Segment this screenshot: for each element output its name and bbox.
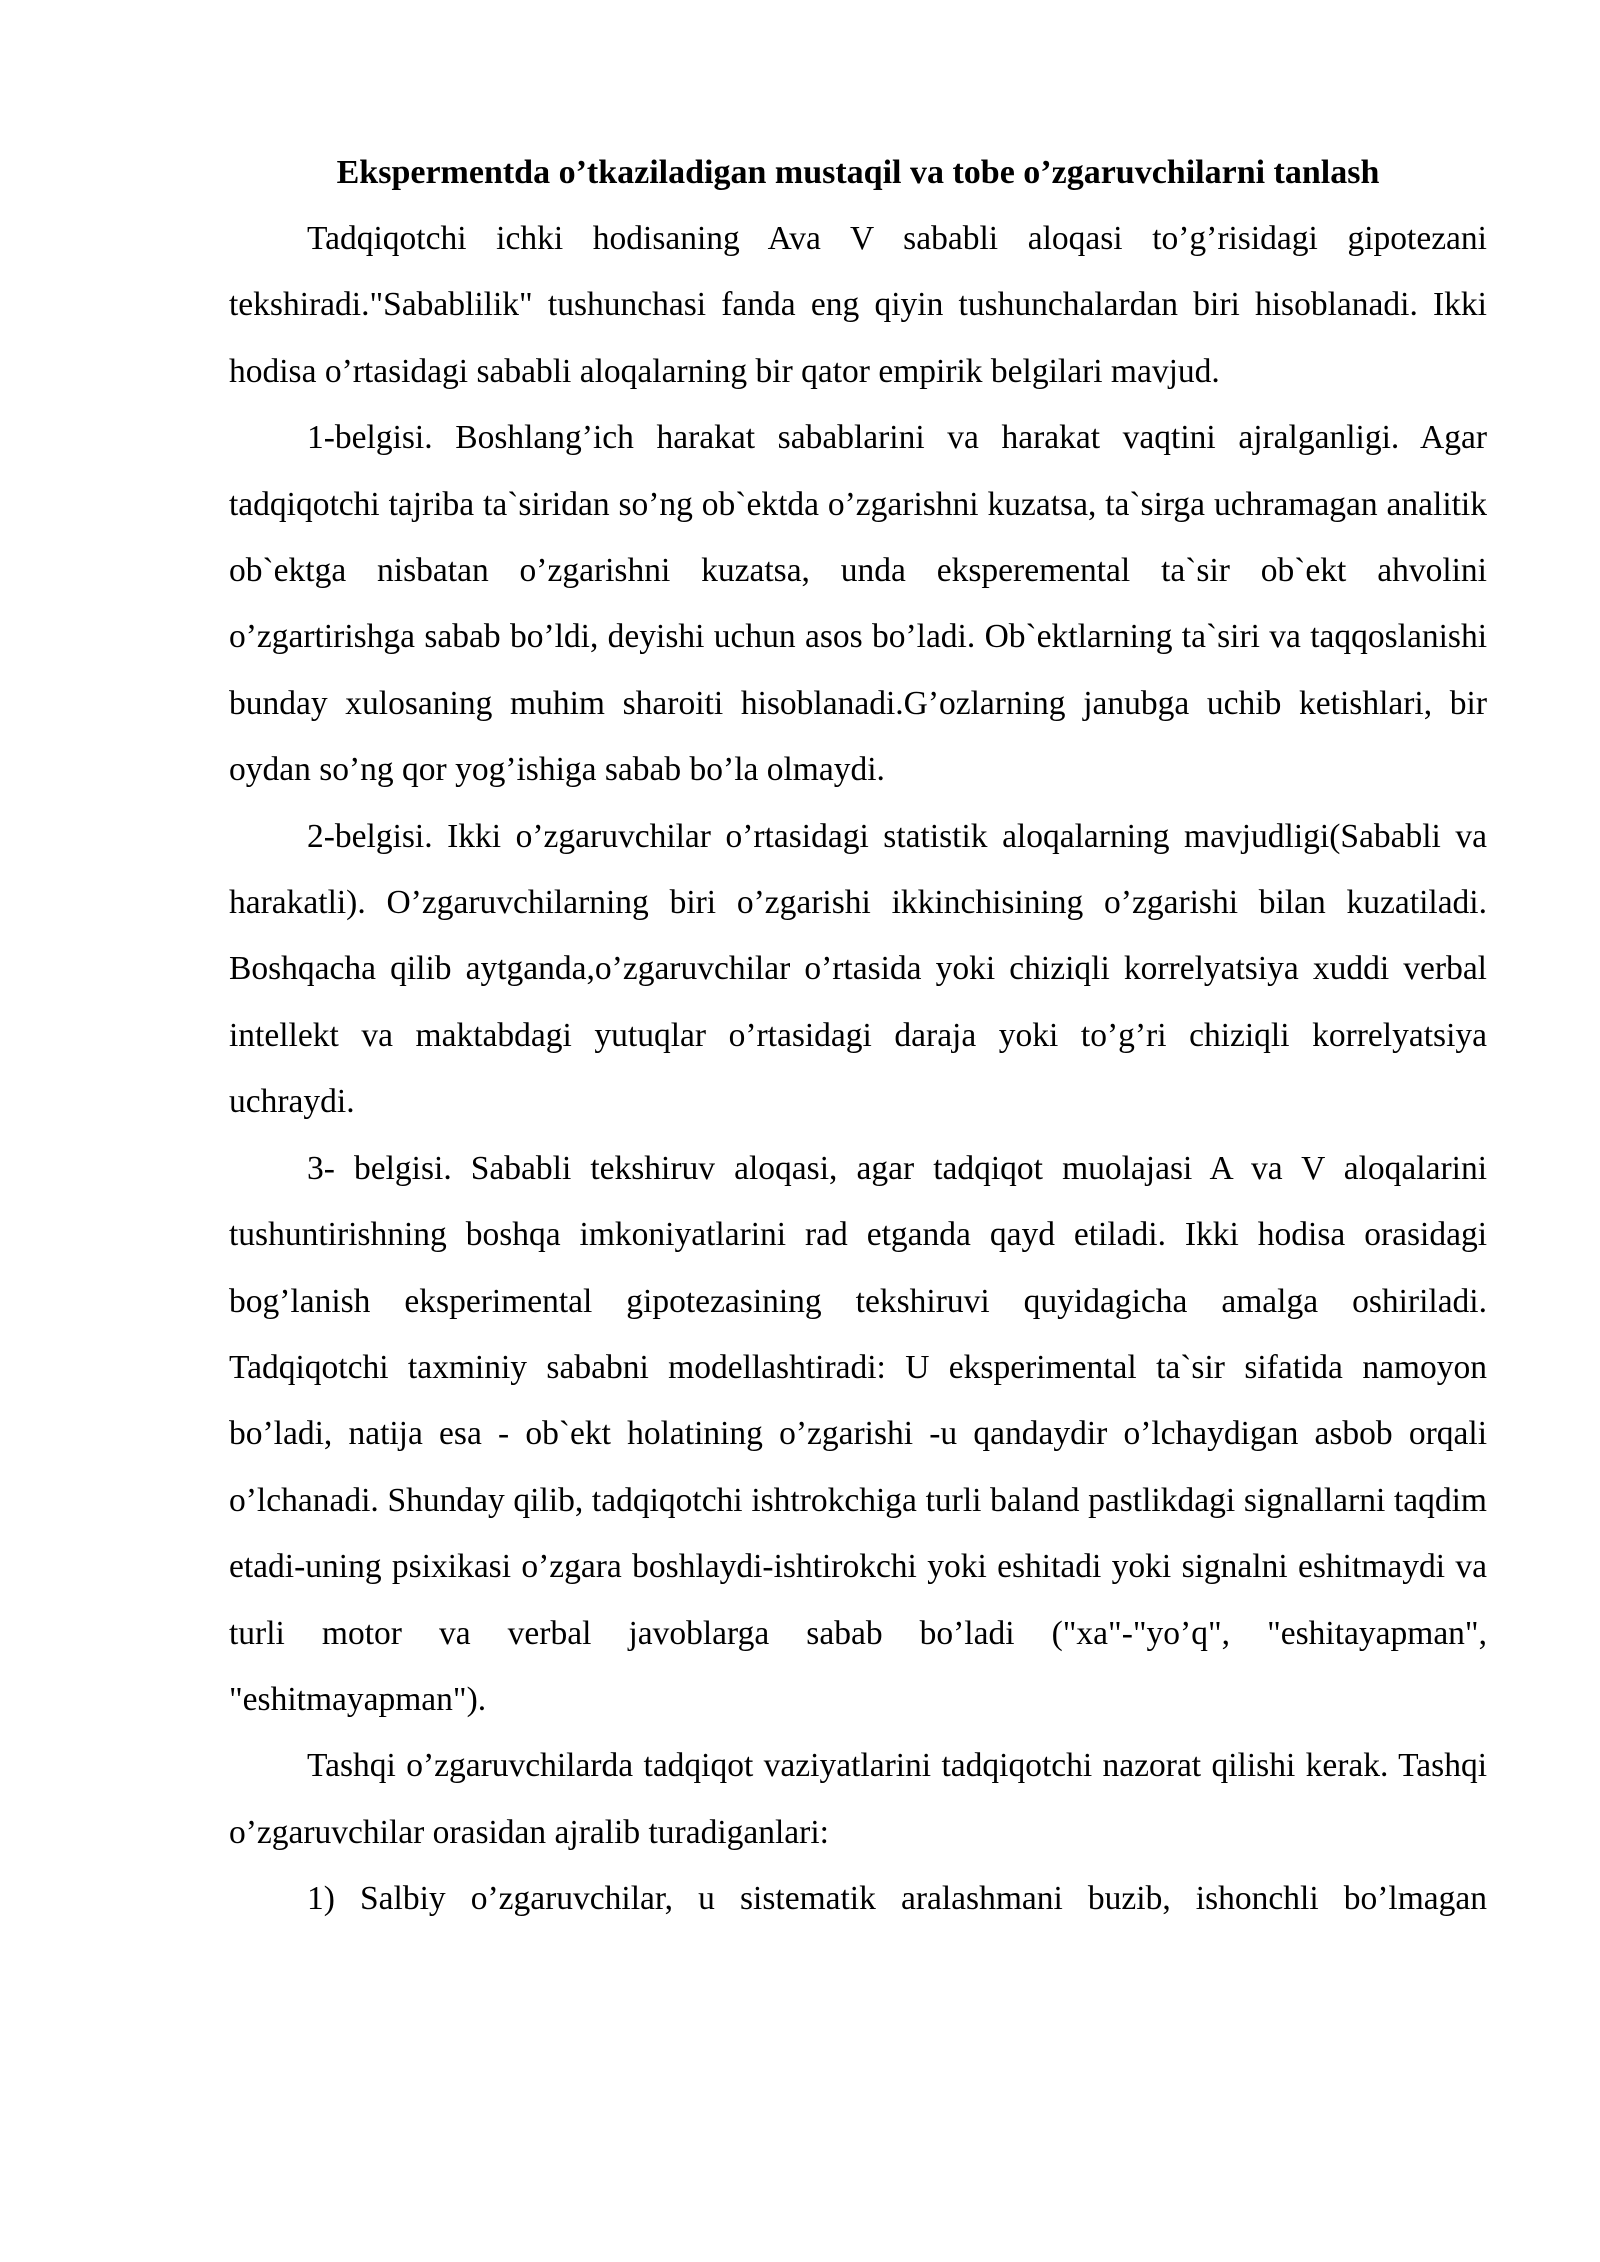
document-body (229, 140, 1487, 1933)
paragraph-sign-1: 1-belgisi. Boshlang’ich harakat sabablarini va harakat vaqtini ajralganligi. Agar tadqiqotchi tajriba ta`siridan so’ng ob`ektda o’zgarishni kuzatsa, ta`sirga uchramagan analitik ob`ektga nisbatan o’zgarishni kuzatsa, unda eksperemental ta`sir ob`ekt ahvolini o’zgartirishga sabab bo’ldi, deyishi uchun asos bo’ladi. Ob`ektlarning ta`siri va taqqoslanishi bunday xulosaning muhim sharoiti hisoblanadi.G’ozlarning janubga uchib ketishlari, bir oydan so’ng qor yog’ishiga sabab bo’la olmaydi. (229, 419, 1487, 789)
paragraph-external-variables: Tashqi o’zgaruvchilarda tadqiqot vaziyatlarini tadqiqotchi nazorat qilishi kerak. Tashqi o’zgaruvchilar orasidan ajralib turadiganlari: (229, 1747, 1487, 1851)
paragraph-negative-variables: 1) Salbiy o’zgaruvchilar, u sistematik aralashmani buzib, ishonchli bo’lmagan (307, 1880, 1487, 1918)
paragraph-sign-2: 2-belgisi. Ikki o’zgaruvchilar o’rtasidagi statistik aloqalarning mavjudligi(Sababli va harakatli). O’zgaruvchilarning biri o’zgarishi ikkinchisining o’zgarishi bilan kuzatiladi. Boshqacha qilib aytganda,o’zgaruvchilar o’rtasida yoki chiziqli korrelyatsiya xuddi verbal intellekt va maktabdagi yutuqlar o’rtasidagi daraja yoki to’g’ri chiziqli korrelyatsiya uchraydi. (229, 817, 1487, 1121)
paragraph-intro: Tadqiqotchi ichki hodisaning Ava V sababli aloqasi to’g’risidagi gipotezani tekshiradi."Sabablilik" tushunchasi fanda eng qiyin tushunchalardan biri hisoblanadi. Ikki hodisa o’rtasidagi sababli aloqalarning bir qator empirik belgilari mavjud. (229, 220, 1487, 390)
document-title: Ekspermentda o’tkaziladigan mustaqil va tobe o’zgaruvchilarni tanlash (336, 154, 1380, 191)
paragraph-sign-3: 3- belgisi. Sababli tekshiruv aloqasi, agar tadqiqot muolajasi A va V aloqalarini tushuntirishning boshqa imkoniyatlarini rad etganda qayd etiladi. Ikki hodisa orasidagi bog’lanish eksperimental gipotezasining tekshiruvi quyidagicha amalga oshiriladi. Tadqiqotchi taxminiy sababni modellashtiradi: U eksperimental ta`sir sifatida namoyon bo’ladi, natija esa - ob`ekt holatining o’zgarishi -u qandaydir o’lchaydigan asbob orqali o’lchanadi. Shunday qilib, tadqiqotchi ishtrokchiga turli baland pastlikdagi signallarni taqdim etadi-uning psixikasi o’zgara boshlaydi-ishtirokchi yoki eshitadi yoki signalni eshitmaydi va turli motor va verbal javoblarga sabab bo’ladi ("xa"-"yo’q", "eshitayapman", "eshitmayapman"). (229, 1149, 1487, 1718)
